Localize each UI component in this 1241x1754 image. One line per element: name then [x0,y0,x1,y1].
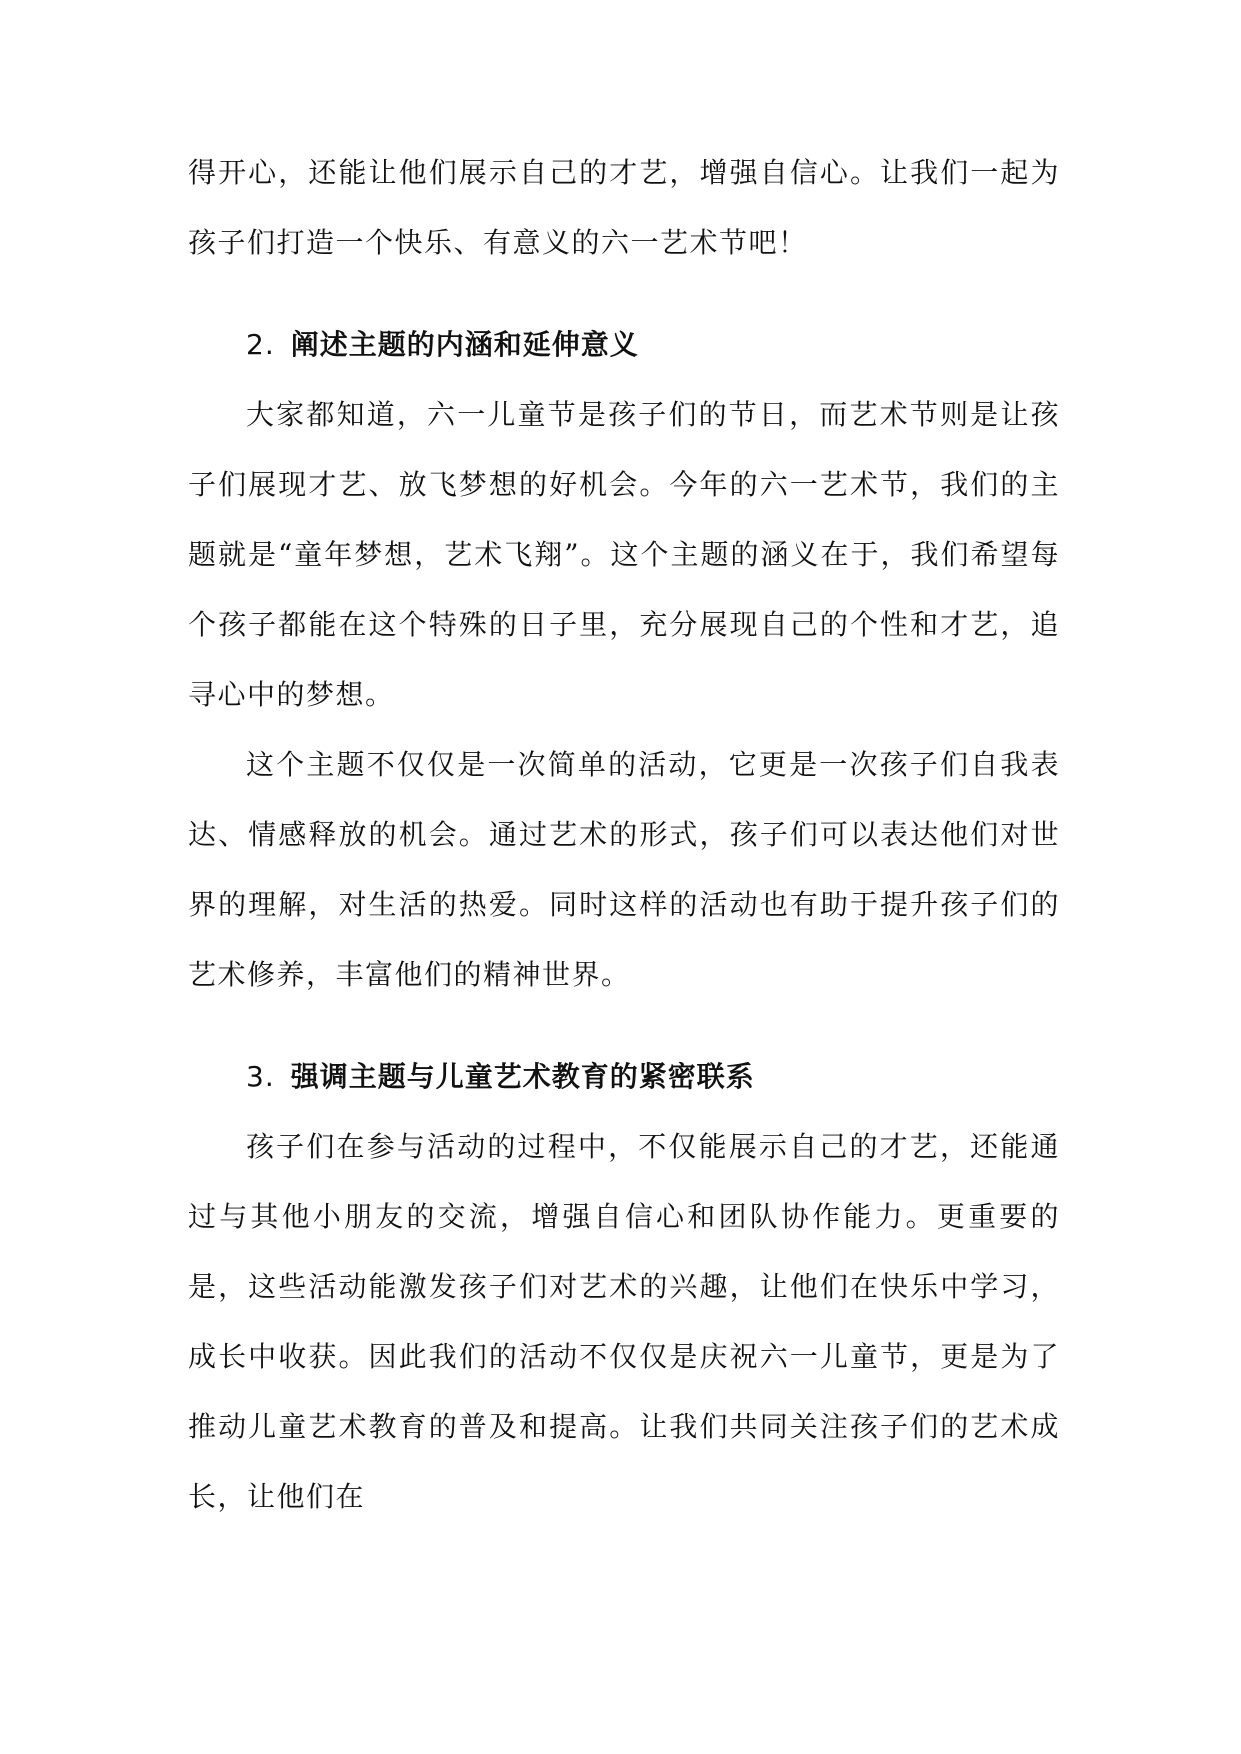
section-number: 3. [246,1060,275,1093]
document-body [188,138,1060,1532]
spacer [188,1010,1060,1042]
body-paragraph: 这个主题不仅仅是一次简单的活动，它更是一次孩子们自我表达、情感释放的机会。通过艺术的形式，孩子们可以表达他们对世界的理解，对生活的热爱。同时这样的活动也有助于提升孩子们的艺术修养，丰富他们的精神世界。 [188,748,1060,991]
section-title: 强调主题与儿童艺术教育的紧密联系 [290,1060,755,1093]
body-paragraph: 孩子们在参与活动的过程中，不仅能展示自己的才艺，还能通过与其他小朋友的交流，增强自信心和团队协作能力。更重要的是，这些活动能激发孩子们对艺术的兴趣，让他们在快乐中学习，成长中收获。因此我们的活动不仅仅是庆祝六一儿童节，更是为了推动儿童艺术教育的普及和提高。让我们共同关注孩子们的艺术成长，让他们在 [188,1130,1060,1513]
spacer [188,278,1060,310]
body-paragraph: 大家都知道，六一儿童节是孩子们的节日，而艺术节则是让孩子们展现才艺、放飞梦想的好机会。今年的六一艺术节，我们的主题就是“童年梦想，艺术飞翔”。这个主题的涵义在于，我们希望每个孩子都能在这个特殊的日子里，充分展现自己的个性和才艺，追寻心中的梦想。 [188,398,1060,711]
section-number: 2. [246,328,275,361]
section-heading [188,1042,1060,1112]
section-heading [188,310,1060,380]
intro-paragraph: 得开心，还能让他们展示自己的才艺，增强自信心。让我们一起为孩子们打造一个快乐、有意义的六一艺术节吧！ [188,156,1060,259]
section-title: 阐述主题的内涵和延伸意义 [290,328,639,361]
